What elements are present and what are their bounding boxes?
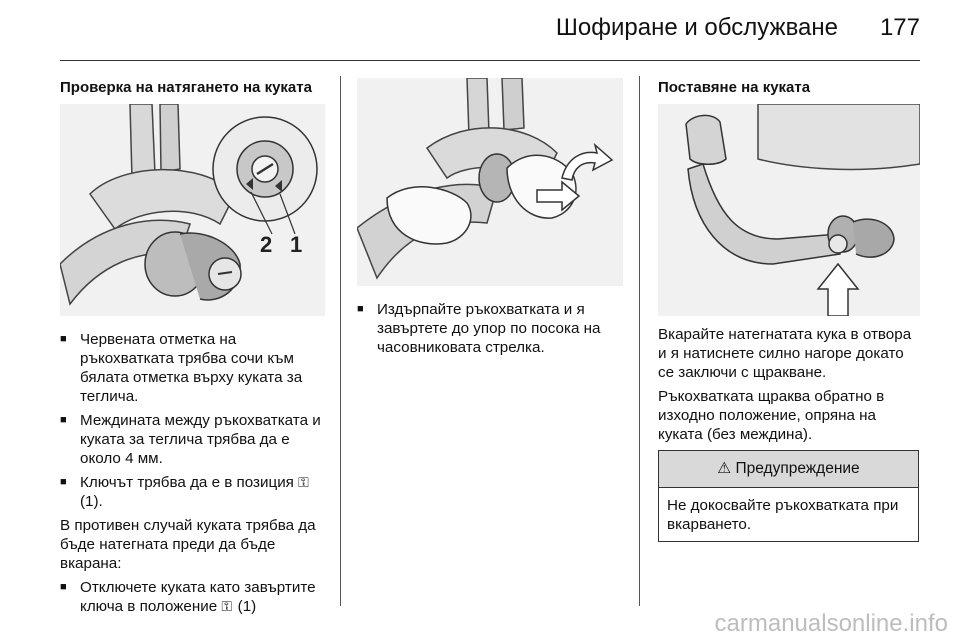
warning-title: Предупреждение [735, 460, 860, 477]
left-heading: Проверка на натягането на куката [60, 79, 312, 96]
column-divider [639, 76, 640, 606]
bullet-text: Отключете куката като завъртите ключа в положение [80, 579, 316, 615]
watermark: carmanualsonline.info [714, 610, 948, 637]
key-icon: ⚿ [298, 474, 309, 490]
warning-box [658, 450, 919, 542]
insert-hook-illustration [658, 104, 920, 316]
page-number: 177 [879, 14, 920, 41]
paragraph: В противен случай куката трябва да бъде натегната преди да бъде вкарана: [60, 517, 316, 572]
page-header [0, 0, 960, 60]
left-text [60, 330, 332, 621]
section-title: Шофиране и обслужване [555, 14, 838, 41]
list-item: ■ Червената отметка на ръкохватката трябва сочи към бялата отметка върху куката за теглича. [60, 330, 332, 406]
bullet-text: (1). [80, 493, 103, 510]
pull-handle-illustration [357, 78, 623, 286]
list-item [60, 473, 332, 511]
right-heading-block [658, 78, 920, 97]
bullet-text: (1) [237, 598, 257, 615]
warning-text: Не докосвайте ръкохватката при вкарването. [667, 497, 899, 533]
header-rule [60, 60, 920, 61]
tension-check-illustration [60, 104, 325, 316]
paragraph: Вкарайте натегнатата кука в отвора и я натиснете силно нагоре докато се заключи с щракване. [658, 326, 912, 381]
key-icon: ⚿ [221, 598, 233, 614]
list-item [60, 578, 332, 616]
figure-label: 1 [290, 232, 303, 257]
paragraph: Ръкохватката щраква обратно в изходно положение, опряна на куката (без междина). [658, 388, 885, 443]
bullet-text: Ключът трябва да е в позиция [80, 474, 294, 491]
list-item: ■ Междината между ръкохватката и куката за теглича трябва да е около 4 мм. [60, 411, 332, 468]
left-column [60, 78, 330, 97]
list-item: ■ Издърпайте ръкохватката и я завъртете до упор по посока на часовниковата стрелка. [357, 300, 629, 357]
right-text [658, 325, 922, 449]
right-heading: Поставяне на куката [658, 79, 811, 96]
figure-label: 2 [260, 232, 273, 257]
warning-header [659, 451, 918, 488]
column-divider [340, 76, 341, 606]
middle-text [357, 300, 629, 362]
warning-triangle-icon: ⚠ [717, 460, 732, 477]
